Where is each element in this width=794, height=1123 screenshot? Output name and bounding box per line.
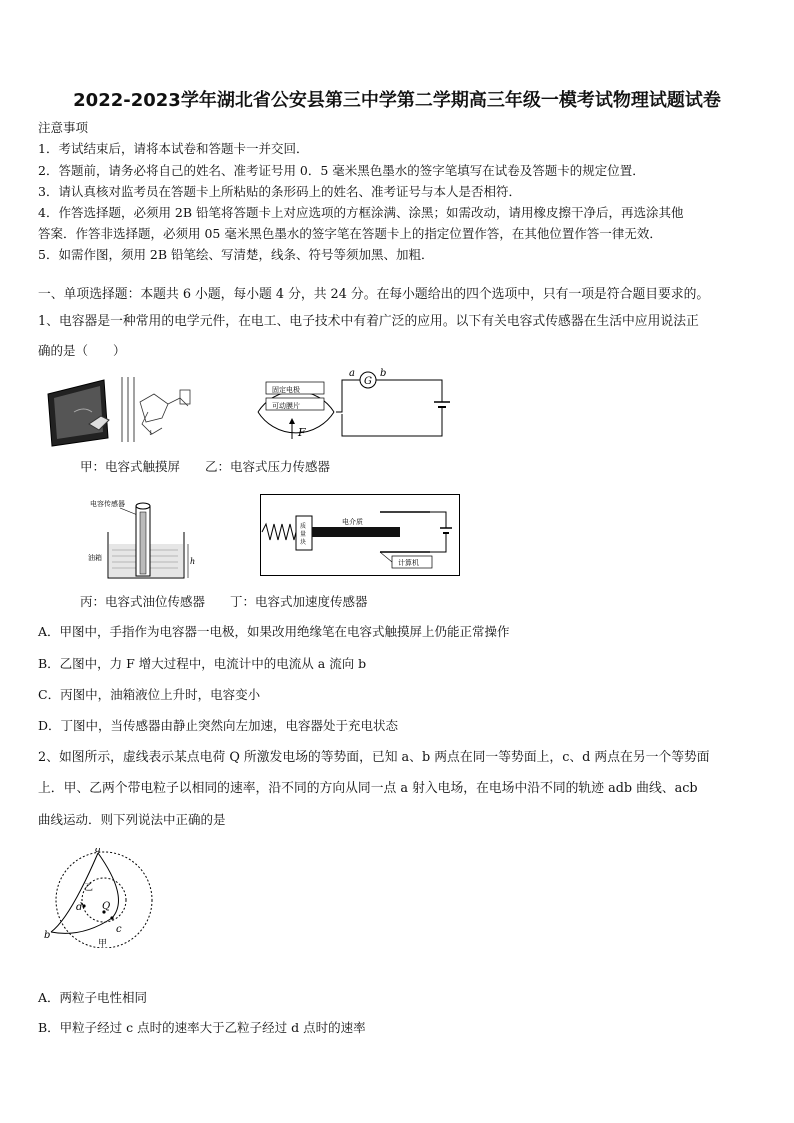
note-item-5: 5．如需作图，须用 2B 铅笔绘、写清楚，线条、符号等须加黑、加粗． [38, 247, 434, 262]
galvanometer-label: G [364, 376, 372, 387]
q1-stem-line2: 确的是（ ） [38, 343, 126, 358]
page-title: 2022-2023学年湖北省公安县第三中学第二学期高三年级一模考试物理试题试卷 [73, 90, 721, 111]
q1-option-d: D．丁图中，当传感器由静止突然向左加速，电容器处于充电状态 [38, 718, 399, 733]
q2-option-a: A．两粒子电性相同 [38, 990, 148, 1005]
q1-option-a: A．甲图中，手指作为电容器一电极，如果改用绝缘笔在电容式触摸屏上仍能正常操作 [38, 624, 510, 639]
mass-label-2: 量 [300, 531, 307, 538]
computer-label: 计算机 [398, 559, 419, 567]
note-item-4-cont: 答案．作答非选择题，必须用 05 毫米黑色墨水的签字笔在答题卡上的指定位置作答，在其他位置作答一律无效． [38, 226, 662, 241]
point-b: b [44, 930, 51, 941]
point-a-label: a [349, 368, 355, 379]
mass-label-3: 块 [300, 539, 307, 546]
q1-option-b: B．乙图中，力 F 增大过程中，电流计中的电流从 a 流向 b [38, 656, 367, 671]
force-label: F [298, 426, 306, 439]
dielectric-label: 电介质 [342, 518, 363, 526]
note-item-2: 2．答题前，请务必将自己的姓名、准考证号用 0．5 毫米黑色墨水的签字笔填写在试卷及答题卡的规定位置． [38, 163, 645, 178]
svg-text:↓: ↓ [148, 429, 154, 437]
point-a: a [95, 848, 101, 855]
sensor-label: 电容传感器 [90, 500, 125, 508]
oil-level-figure [88, 492, 198, 582]
q2-stem-line1: 2、如图所示，虚线表示某点电荷 Q 所激发电场的等势面，已知 a、b 两点在同一等势面上，c、d 两点在另一个等势面 [38, 750, 710, 765]
path-yi-label: 乙 [84, 883, 94, 893]
point-b-label: b [380, 368, 387, 379]
note-item-4: 4．作答选择题，必须用 2B 铅笔将答题卡上对应选项的方框涂满、涂黑；如需改动，请用橡皮擦干净后，再选涂其他 [38, 205, 684, 220]
q1-option-c: C．丙图中，油箱液位上升时，电容变小 [38, 687, 261, 702]
path-jia-label: 甲 [98, 939, 108, 948]
fixed-electrode-label: 固定电极 [272, 386, 300, 394]
oil-tank-label: 油箱 [88, 554, 102, 562]
acceleration-sensor-figure [260, 494, 460, 576]
q2-stem-line2: 上．甲、乙两个带电粒子以相同的速率，沿不同的方向从同一点 a 射入电场，在电场中沿不同的轨迹 adb 曲线、acb [38, 781, 698, 796]
movable-film-label: 可动膜片 [272, 402, 300, 410]
q2-option-b: B．甲粒子经过 c 点时的速率大于乙粒子经过 d 点时的速率 [38, 1020, 366, 1035]
charge-q: Q [102, 901, 111, 912]
notes-heading: 注意事项 [38, 120, 89, 135]
q1-stem-line1: 1、电容器是一种常用的电学元件，在电工、电子技术中有着广泛的应用。以下有关电容式传感器在生活中应用说法正 [38, 314, 699, 329]
note-item-3: 3．请认真核对监考员在答题卡上所粘贴的条形码上的姓名、准考证号与本人是否相符． [38, 184, 521, 199]
equipotential-figure [42, 848, 168, 948]
touchscreen-figure [44, 372, 204, 450]
note-item-1: 1．考试结束后，请将本试卷和答题卡一并交回． [38, 141, 309, 156]
point-c: c [116, 924, 122, 935]
mass-label-1: 质 [300, 523, 307, 530]
height-label: h [190, 557, 196, 566]
q1-fig-caption-1: 甲：电容式触摸屏 乙：电容式压力传感器 [80, 459, 331, 474]
q1-fig-caption-2: 丙：电容式油位传感器 丁：电容式加速度传感器 [80, 594, 368, 609]
pressure-sensor-figure [252, 364, 452, 442]
point-d: d [76, 902, 83, 913]
q2-stem-line3: 曲线运动．则下列说法中正确的是 [38, 812, 226, 827]
section-heading: 一、单项选择题：本题共 6 小题，每小题 4 分，共 24 分。在每小题给出的四个选项中，只有一项是符合题目要求的。 [38, 287, 710, 302]
